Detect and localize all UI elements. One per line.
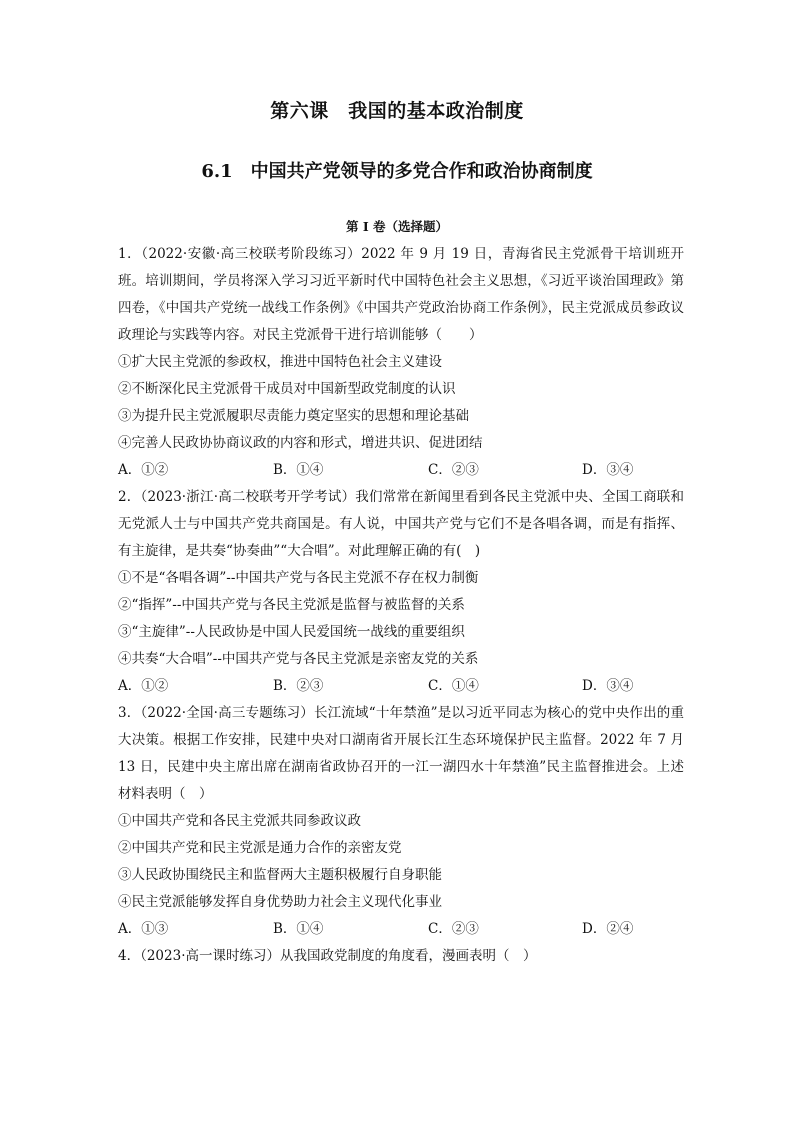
question-4 (118, 943, 684, 970)
section-title: 6.1 中国共产党领导的多党合作和政治协商制度 (201, 161, 593, 182)
statement-option: ④民主党派能够发挥自身优势助力社会主义现代化事业 (118, 894, 442, 910)
statement-option: ①不是“各唱各调”--中国共产党与各民主党派不存在权力制衡 (118, 570, 479, 586)
choice-d: D．②④ (582, 921, 634, 937)
choice-b: B．①④ (273, 462, 324, 478)
answer-choices (118, 673, 684, 700)
question-stem: 1．（2022·安徽·高三校联考阶段练习）2022 年 9 月 19 日，青海省民主党派骨干培训班开班。培训期间，学员将深入学习习近平新时代中国特色社会主义思想，《习近平谈治国理政》第四卷，《中国共产党统一战线工作条例》《中国共产党政治协商工作条例》，民主党派成员参政议政理论与实践等内容。对民主党派骨干进行培训能够（ ） (118, 246, 684, 343)
answer-choices (118, 457, 684, 484)
answer-choices (118, 916, 684, 943)
statement-option: ③“主旋律”--人民政协是中国人民爱国统一战线的重要组织 (118, 624, 465, 640)
question-stem: 4．（2023·高一课时练习）从我国政党制度的角度看，漫画表明（ ） (118, 948, 537, 964)
question-list (118, 241, 684, 970)
question-stem: 2．（2023·浙江·高二校联考开学考试）我们常常在新闻里看到各民主党派中央、全国工商联和无党派人士与中国共产党共商国是。有人说，中国共产党与它们不是各唱各调，而是有指挥、有主旋律，是共奏“协奏曲”“大合唱”。对此理解正确的有( ) (118, 489, 684, 559)
volume-label: 第 I 卷（选择题） (345, 219, 449, 234)
statement-option: ②不断深化民主党派骨干成员对中国新型政党制度的认识 (118, 381, 456, 397)
question-1 (118, 241, 684, 484)
choice-a: A．①② (118, 462, 169, 478)
choice-c: C．②③ (428, 462, 479, 478)
lesson-title: 第六课 我国的基本政治制度 (270, 100, 524, 122)
choice-b: B．①④ (273, 921, 324, 937)
statement-option: ③人民政协围绕民主和监督两大主题积极履行自身职能 (118, 867, 442, 883)
question-2 (118, 484, 684, 700)
statement-option: ③为提升民主党派履职尽责能力奠定坚实的思想和理论基础 (118, 408, 469, 424)
statement-option: ④共奏“大合唱”--中国共产党与各民主党派是亲密友党的关系 (118, 651, 479, 667)
choice-a: A．①③ (118, 921, 169, 937)
statement-option: ①扩大民主党派的参政权，推进中国特色社会主义建设 (118, 354, 442, 370)
statement-option: ④完善人民政协协商议政的内容和形式，增进共识、促进团结 (118, 435, 483, 451)
question-3 (118, 700, 684, 943)
choice-d: D．③④ (582, 462, 634, 478)
choice-d: D．③④ (582, 678, 634, 694)
question-stem: 3．（2022·全国·高三专题练习）长江流域“十年禁渔”是以习近平同志为核心的党中央作出的重大决策。根据工作安排，民建中央对口湖南省开展长江生态环境保护民主监督。2022 年 7 月 13 日，民建中央主席出席在湖南省政协召开的一江一湖四水十年禁渔”民主监督推进会。上述材料表明（ ） (118, 705, 684, 802)
choice-b: B．②③ (273, 678, 324, 694)
statement-option: ②中国共产党和民主党派是通力合作的亲密友党 (118, 840, 402, 856)
statement-option: ②“指挥”--中国共产党与各民主党派是监督与被监督的关系 (118, 597, 465, 613)
choice-c: C．②③ (428, 921, 479, 937)
choice-a: A．①② (118, 678, 169, 694)
statement-option: ①中国共产党和各民主党派共同参政议政 (118, 813, 361, 829)
choice-c: C．①④ (428, 678, 479, 694)
